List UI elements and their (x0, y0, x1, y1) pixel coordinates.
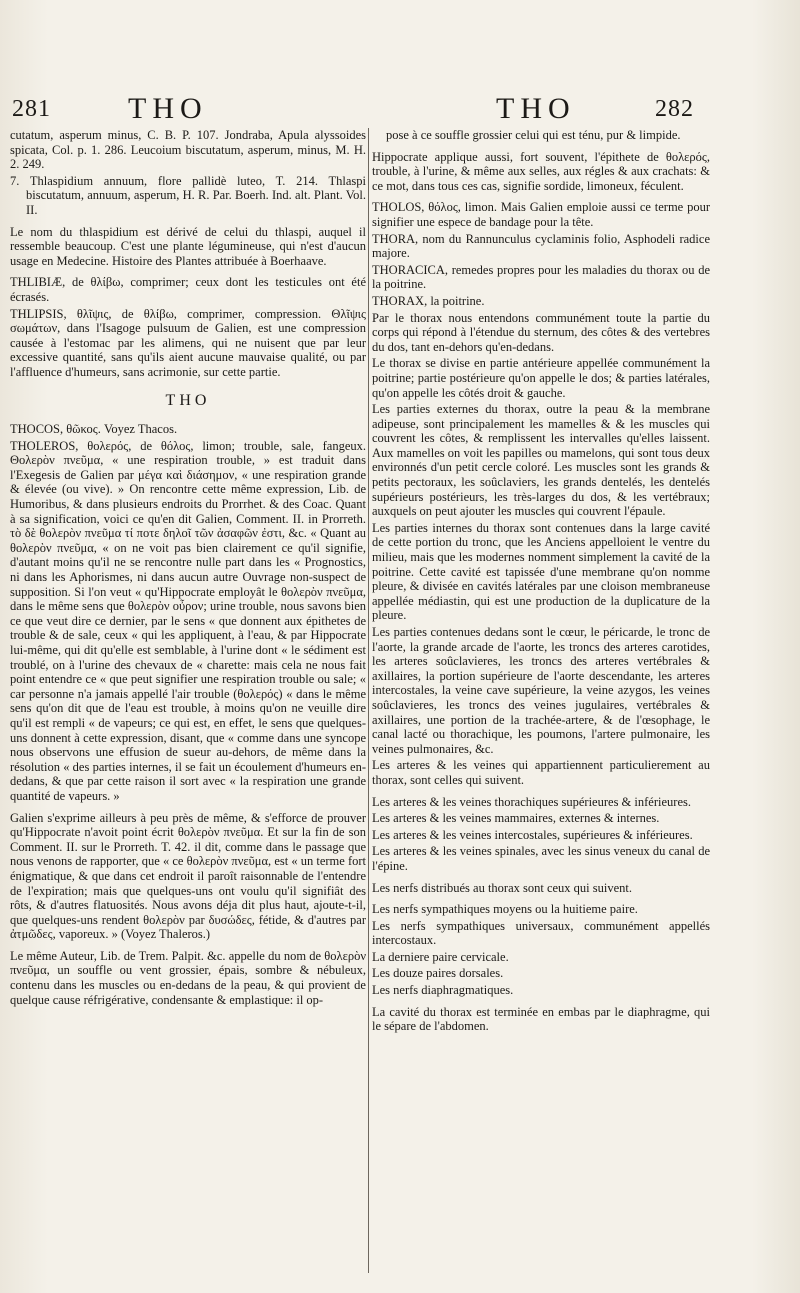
right-list-item: Les arteres & les veines spinales, avec les sinus veneux du canal de l'épine. (372, 844, 710, 873)
right-entry-thoracica: THORACICA, remedes propres pour les maladies du thorax ou de la poitrine. (372, 262, 710, 292)
right-entry-tholos: THOLOS, θόλος, limon. Mais Galien emploie aussi ce terme pour signifier une espece de bandage pour la tête. (372, 200, 710, 229)
right-entry-thorax-def: Par le thorax nous entendons communément toute la partie du corps qui répond à l'étendue du sternum, des côtes & des vertebres du dos, tant en-dehors qu'en-dedans. (372, 310, 710, 354)
right-entry-nerfs: Les nerfs distribués au thorax sont ceux qui suivent. (372, 880, 633, 895)
left-entry-meme-auteur: Le même Auteur, Lib. de Trem. Palpit. &c. appelle du nom de θολερὸν πνεῦμα, un souffle ou vent grossier, épais, sombre & nébuleux, contenu dans les muscles ou en-dedans de la peau, & qui provient de quelque cause réfrigérative, condensante & emplastique: il op- (10, 948, 366, 1007)
right-entry-hippocrate: Hippocrate applique aussi, fort souvent, l'épithete de θολερός, trouble, à l'urine, & même aux selles, aux régles & aux crachats: & ce mot, dans tous ces cas, signifie sordide, limoneux, féculent. (372, 149, 710, 193)
left-entry-thocos: THOCOS, θῶκος. Voyez Thacos. (10, 422, 178, 437)
right-entry-thorax-division: Le thorax se divise en partie antérieure appellée communément la poitrine; partie postérieure qu'on appelle le dos; & parties latérales, qu'on appelle les côtés droit & gauche. (372, 356, 710, 400)
left-column (10, 128, 366, 1014)
left-entry-tholeros: THOLEROS, θολερός, de θόλος, limon; trouble, sale, fangeux. Θολερὸν πνεῦμα, « une respiration trouble, » est traduit dans l'Exegesis de Galien par μέγα καὶ διάσημον, « une respiration grande & élevée (ou vive). » On rencontre cette même expression, Lib. de Humoribus, & dans plusieurs endroits du Prorrhet. & des Coac. Quant à sa signification, voici ce qu'en dit Galien, Comment. II. in Prorreth. τὸ δὲ θολερὸν πνεῦμα τί ποτε δηλοῖ τῶν ἀσαφῶν ἐστι, &c. « Quant au θολερὸν πνεῦμα, « on ne voit pas bien clairement ce qu'il signifie, d'autant moins qu'il ne se rencontre nulle part dans les « Prognostics, ni dans les Aphorismes, ni dans aucun autre Ouvrage non-suspect de supposition. Si l'on veut « qu'Hippocrate employât le θολερὸν πνεῦμα, dans le même sens que θολερὸν οὖρον; urine trouble, nous savons bien ce que veut dire ce dernier, par le sens « que donnent aux épithetes de trouble & de sale, ceux « qui les appliquent, à l'eau, & par Hippocrate lui-même, qui dit qu'elle est semblable, à l'urine dont « le sédiment est troublé, on à l'urine des chevaux de « charette: mais cela ne nous fait point entendre ce « que peut signifier une respiration trouble ou sale; « car personne n'a jamais appellé l'air trouble (θολερός) « dans le même sens qu'on dit que de l'eau est trouble, à moins qu'on ne veuille dire qu'il est rempli « de vapeurs; ce qui est, en effet, le sens que quelques-uns donnent à cette expression, disant, que « comme dans une syncope nous observons une effusion de sueur au-dehors, de même dans la résolution « des parties internes, il se fait un écoulement d'humeurs en-dedans, & que par cette raison il sort avec « la respiration une grande quantité de vapeurs. » (10, 438, 366, 803)
running-head (0, 92, 800, 132)
page-number-left: 281 (12, 96, 51, 122)
right-list-item: Les nerfs diaphragmatiques. (372, 983, 514, 998)
right-entry-arteres-veines: Les arteres & les veines qui appartiennent particulierement au thorax, sont celles qui suivent. (372, 758, 710, 787)
right-list-item: La derniere paire cervicale. (372, 949, 509, 964)
left-entry-thlaspidium-7: 7. Thlaspidium annuum, flore pallidè luteo, T. 214. Thlaspi biscutatum, annuum, asperum, H. R. Par. Boerh. Ind. alt. Plant. Vol. II. (10, 173, 366, 217)
headword-left: THO (128, 92, 208, 125)
right-list-item: Les arteres & les veines thorachiques supérieures & inférieures. (372, 794, 691, 809)
section-heading: THO (165, 391, 211, 409)
right-column (372, 128, 710, 1041)
right-entry-continuation: pose à ce souffle grossier celui qui est ténu, pur & limpide. (386, 128, 681, 142)
right-entry-parties-internes: Les parties internes du thorax sont contenues dans la large cavité de cette portion du tronc, que les Anciens appelloient le ventre du milieu, mais que les modernes nomment simplement la cavité de la poitrine. Cette cavité est tapissée d'une membrane qu'on nomme pleure, & divisée en cavités latérales par une cloison membraneuse appellée médiastin, qui est une production de la duplicature de la pleure. (372, 520, 710, 623)
column-divider (368, 128, 369, 1273)
left-entry-thlipsis: THLIPSIS, θλῖψις, de θλίβω, comprimer, compression. Θλῖψις σωμάτων, dans l'Isagoge pulsuum de Galien, est une compression causée à l'estomac par les alimens, qui ne nuisent que par leur excessive quantité, sans qu'ils aient aucune mauvaise qualité, ou par l'affluence d'humeurs, sans acrimonie, sur cette partie. (10, 306, 366, 379)
right-entry-parties-contenues: Les parties contenues dedans sont le cœur, le péricarde, le tronc de l'aorte, la grande arcade de l'aorte, les troncs des arteres carotides, les arteres soûclavieres, les troncs des arteres vertébrales & axillaires, la portion supérieure de l'aorte descendante, les arteres intercostales, la veine cave supérieure, la veine azygos, les veines soûclavieres, les troncs des veines jugulaires, vertébrales & axillaires, une portion de la trachée-artere, & de l'œsophage, le canal lacté ou thorachique, les poumons, l'artere pulmonaire, les veines pulmonaires, &c. (372, 625, 710, 756)
right-entry-thora: THORA, nom du Rannunculus cyclaminis folio, Asphodeli radice majore. (372, 231, 710, 261)
right-list-item: Les nerfs sympathiques universaux, communément appellés intercostaux. (372, 918, 710, 948)
right-entry-cavite: La cavité du thorax est terminée en embas par le diaphragme, qui le sépare de l'abdomen. (372, 1004, 710, 1034)
left-entry-thlibiae: THLIBIÆ, de θλίβω, comprimer; ceux dont les testicules ont été écrasés. (10, 275, 366, 304)
right-entry-parties-externes: Les parties externes du thorax, outre la peau & la membrane adipeuse, sont principalement les mamelles & & les muscles qui couvrent les côtes, & remplissent les intervalles qu'elles laissent. Aux mamelles on voit les papilles ou mamelons, qui sont tous deux environnés d'un petit cercle coloré. Les muscles sont les grands & petits pectoraux, les soûclaviers, les grands dentelés, les dentelés supérieurs postérieurs, les très-larges du dos, & les vertébraux; auxquels on peut ajouter les muscles qui couvrent l'épaule. (372, 402, 710, 519)
right-entry-thorax: THORAX, la poitrine. (372, 293, 485, 308)
left-entry-thlaspidium-note: Le nom du thlaspidium est dérivé de celui du thlaspi, auquel il ressemble beaucoup. C'est une plante légumineuse, qui n'est d'aucun usage en Medecine. Histoire des Plantes attribuée à Boerhaave. (10, 224, 366, 268)
right-list-item: Les nerfs sympathiques moyens ou la huitieme paire. (372, 902, 638, 917)
left-entry-galien: Galien s'exprime ailleurs à peu près de même, & s'efforce de prouver qu'Hippocrate n'avoit point écrit θολερὸν πνεῦμα. Et sur la fin de son Comment. II. sur le Prorreth. T. 42. il dit, comme dans le passage que nous venons de rapporter, que « ce θολερὸν πνεῦμα, est « un terme fort énigmatique, & que dans cet endroit il paroît raisonnable de l'entendre de l'expiration; mais que quelques-uns ont voulu qu'il signifiât des rôts, & d'autres flatuosités. Nous avons déja dit plus haut, ajoute-t-il, que quelques-uns rendent θολερὸν par δυσώδες, fétide, & d'autres par ἀτμῶδες, vaporeux. » (Voyez Thaleros.) (10, 810, 366, 942)
right-list-item: Les douze paires dorsales. (372, 966, 504, 981)
page-number-right: 282 (655, 96, 694, 122)
left-entry-continuation: cutatum, asperum minus, C. B. P. 107. Jondraba, Apula alyssoides spicata, Col. p. 1. 286. Leucoium biscutatum, asperum, minus, M. H. 2. 249. (10, 128, 366, 172)
headword-right: THO (496, 92, 576, 125)
right-list-item: Les arteres & les veines intercostales, supérieures & inférieures. (372, 827, 693, 842)
right-list-item: Les arteres & les veines mammaires, externes & internes. (372, 811, 660, 826)
